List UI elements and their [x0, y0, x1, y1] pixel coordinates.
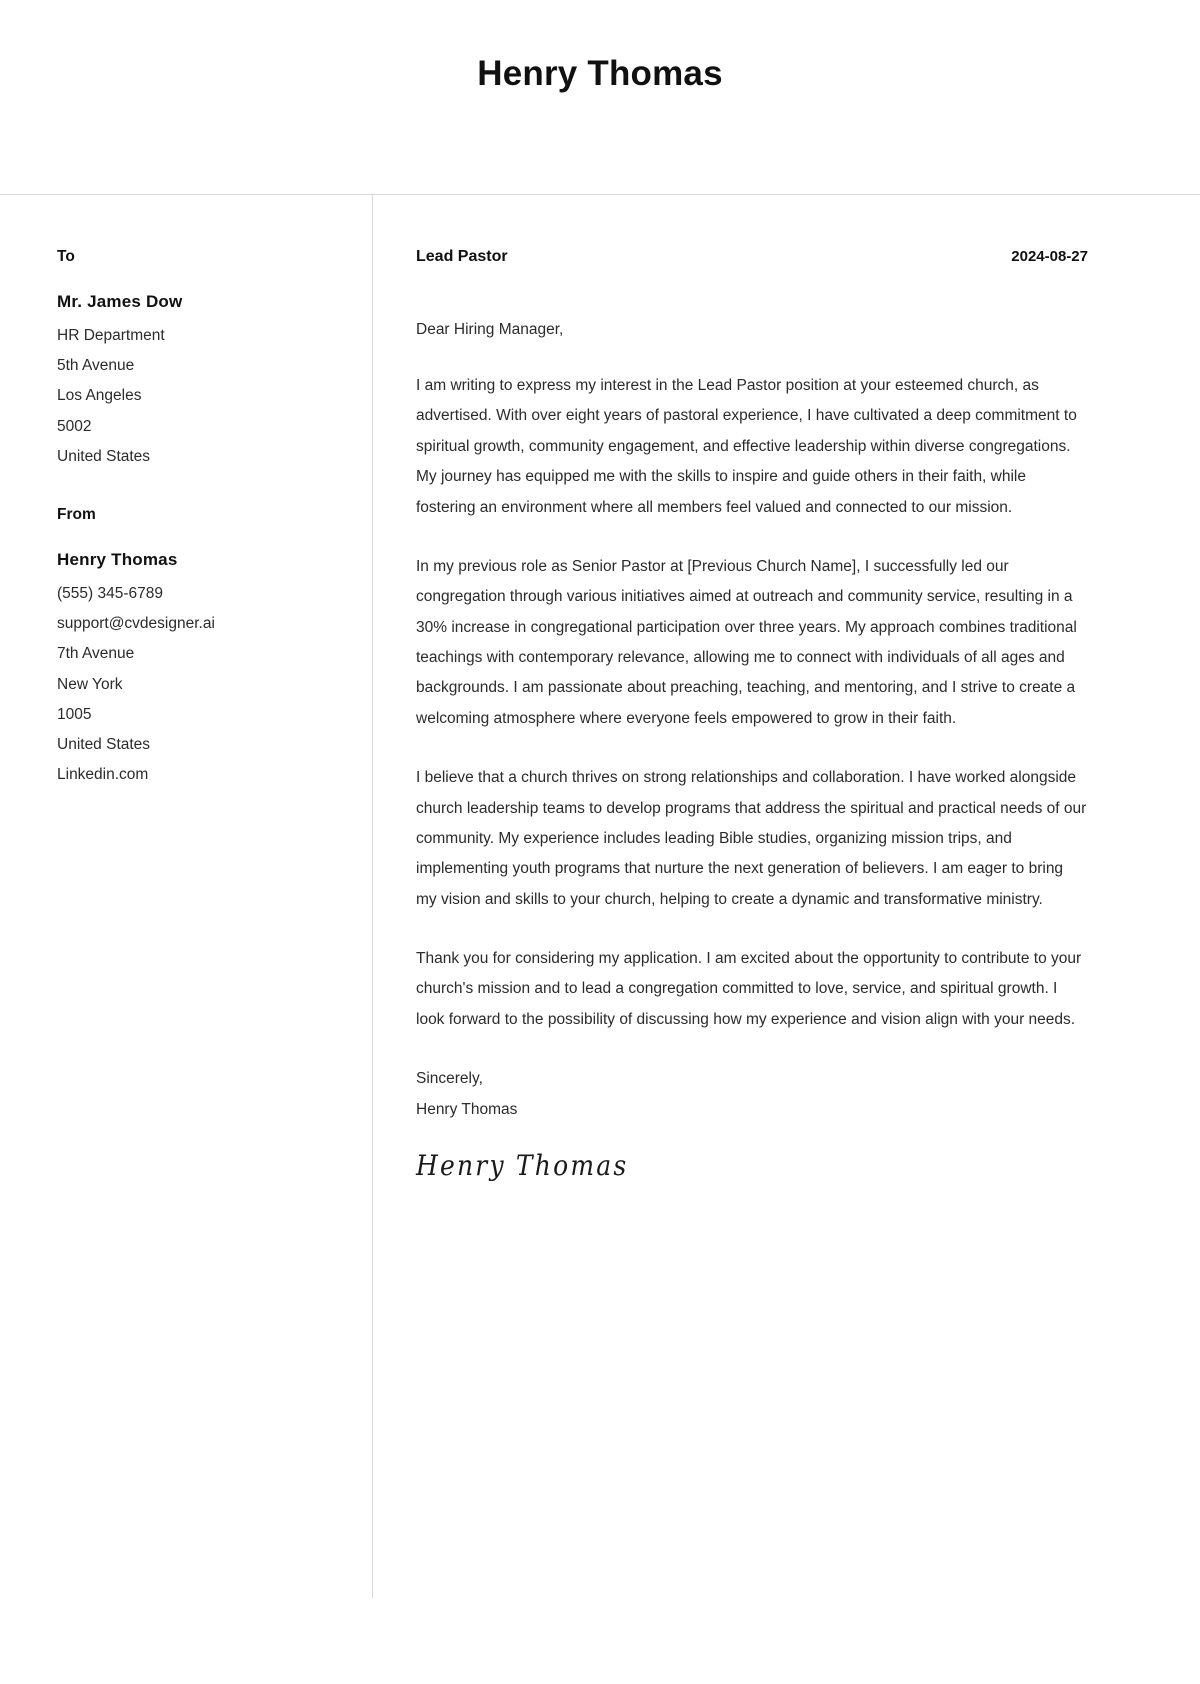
from-heading: From: [57, 506, 96, 524]
sender-name: Henry Thomas: [57, 549, 178, 569]
sender-linkedin[interactable]: Linkedin.com: [57, 766, 149, 784]
sender-line: United States: [57, 736, 151, 754]
sender-line: 7th Avenue: [57, 645, 135, 663]
recipient-line: HR Department: [57, 326, 165, 344]
letter-paragraph: Thank you for considering my application. I am excited about the opportunity to contribute to your church's mission and to lead a congregation committed to love, service, and spiritual growth. I look forward to the possibility of discussing how my experience and vision align with your needs.: [416, 950, 1082, 1028]
closing-name: Henry Thomas: [416, 1100, 518, 1118]
letter-paragraph: I am writing to express my interest in the Lead Pastor position at your esteemed church, as advertised. With over eight years of pastoral experience, I have cultivated a deep commitment to spiritual growth, community engagement, and effective leadership within diverse congregations. My journey has equipped me with the skills to inspire and guide others in their faith, while fostering an environment where all members feel valued and connected to our mission.: [416, 377, 1077, 516]
closing-word: Sincerely,: [416, 1070, 483, 1088]
letter-date: 2024-08-27: [1011, 248, 1088, 265]
recipient-line: 5002: [57, 417, 92, 435]
letter-paragraph: In my previous role as Senior Pastor at [Previous Church Name], I successfully led our congregation through various initiatives aimed at outreach and community service, resulting in a 30% increase in congregational participation over three years. My approach combines traditional teachings with contemporary relevance, allowing me to connect with individuals of all ages and backgrounds. I am passionate about preaching, teaching, and mentoring, and I strive to create a welcoming atmosphere where everyone feels empowered to grow in their faith.: [416, 557, 1077, 727]
sender-line: New York: [57, 675, 123, 693]
recipient-name: Mr. James Dow: [57, 291, 183, 311]
document-body: [0, 194, 1200, 1684]
to-heading: To: [57, 248, 75, 265]
recipient-line: 5th Avenue: [57, 357, 135, 375]
recipient-line: Los Angeles: [57, 387, 142, 405]
sender-email[interactable]: support@cvdesigner.ai: [57, 615, 215, 633]
contact-sidebar: [0, 194, 372, 1684]
letter-content: [372, 194, 1200, 1684]
sender-phone: (555) 345-6789: [57, 584, 163, 602]
signature: Henry Thomas: [416, 1149, 629, 1182]
salutation: Dear Hiring Manager,: [416, 321, 564, 338]
recipient-line: United States: [57, 447, 151, 465]
job-title: Lead Pastor: [416, 248, 508, 265]
letter-meta: [416, 248, 1088, 266]
document-header: [0, 0, 1200, 194]
page-title: Henry Thomas: [477, 54, 723, 93]
sender-line: 1005: [57, 705, 92, 723]
letter-paragraph: I believe that a church thrives on strong relationships and collaboration. I have worked alongside church leadership teams to develop programs that address the spiritual and practical needs of our community. My experience includes leading Bible studies, organizing mission trips, and implementing youth programs that nurture the next generation of believers. I am eager to bring my vision and skills to your church, helping to create a dynamic and transformative ministry.: [416, 769, 1087, 908]
